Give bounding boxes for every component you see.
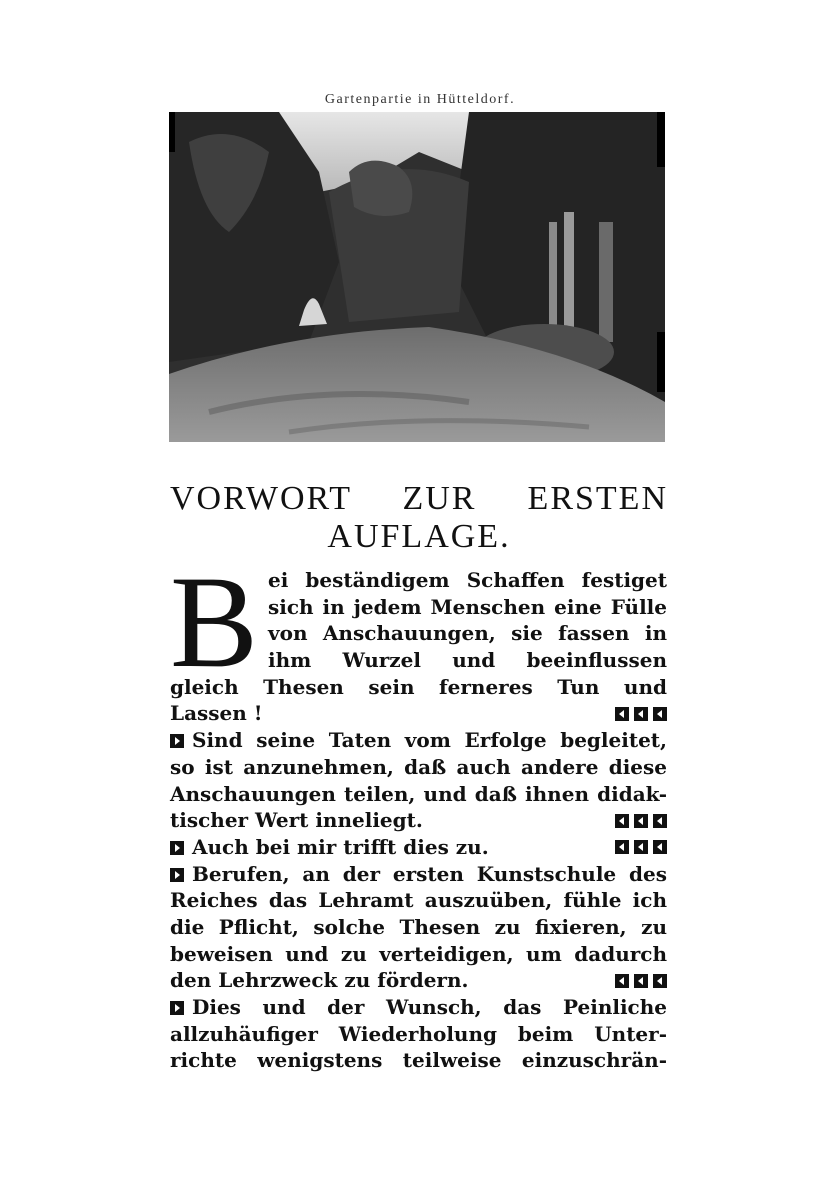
- paragraph-line-text: Auch bei mir trifft dies zu.: [192, 834, 489, 859]
- paragraph-line: die Pflicht, solche Thesen zu fixieren, zu: [170, 914, 667, 939]
- paragraph-last-line: [170, 807, 667, 834]
- paragraph-line-text: Berufen, an der ersten Kunstschule des: [192, 861, 667, 886]
- paragraph-end-icon: [615, 814, 667, 828]
- garden-photo: [169, 112, 665, 442]
- heading-line-1: VORWORT ZUR ERSTEN: [170, 480, 668, 517]
- paragraph-start-icon: [170, 1001, 184, 1015]
- paragraph-line-text: den Lehrzweck zu fördern.: [170, 968, 469, 993]
- paragraph-line: Reiches das Lehramt auszuüben, fühle ich: [170, 888, 667, 913]
- heading-line-2: AUFLAGE.: [327, 518, 511, 555]
- paragraph-line-text: Dies und der Wunsch, das Peinliche: [192, 995, 667, 1019]
- paragraph-first-line: [170, 994, 667, 1021]
- paragraph-start-icon: [170, 841, 184, 855]
- paragraph-single-line: [170, 834, 667, 861]
- paragraph-end-icon: [615, 707, 667, 721]
- paragraph-line-text: Lassen !: [170, 701, 263, 726]
- paragraph-first-line: [170, 861, 667, 888]
- paragraph-start-icon: [170, 868, 184, 882]
- paragraph-end-icon: [615, 974, 667, 988]
- paragraph-line-text: Sind seine Taten vom Erfolge begleitet,: [192, 728, 667, 753]
- paragraph-line: so ist anzunehmen, daß auch andere diese: [170, 754, 667, 779]
- paragraph-line: ihm Wurzel und beeinflussen: [268, 648, 667, 673]
- paragraph-line: richte wenigstens teilweise einzuschrän-: [170, 1048, 667, 1073]
- paragraph-first-line: [170, 727, 667, 754]
- paragraph-line: sich in jedem Menschen eine Fülle: [268, 594, 667, 619]
- paragraph-last-line: [170, 967, 667, 994]
- paragraph-line: beweisen und zu verteidigen, um dadurch: [170, 941, 667, 966]
- paragraph-end-icon: [615, 840, 667, 854]
- paragraph-line-text: tischer Wert inneliegt.: [170, 808, 423, 833]
- paragraph-line: ei beständigem Schaffen festiget: [268, 568, 667, 592]
- paragraph-line: von Anschauungen, sie fassen in: [268, 621, 667, 646]
- paragraph-line: Anschauungen teilen, und daß ihnen didak-: [170, 781, 667, 806]
- body-text: [170, 548, 667, 1074]
- paragraph-line: allzuhäufiger Wiederholung beim Unter-: [170, 1021, 667, 1046]
- garden-photo-icon: [169, 112, 665, 442]
- drop-cap: B: [170, 548, 259, 695]
- chapter-heading: [170, 480, 668, 556]
- figure-caption: Gartenpartie in Hütteldorf.: [324, 92, 516, 107]
- paragraph-last-line: [170, 700, 667, 727]
- paragraph-line: gleich Thesen sein ferneres Tun und: [170, 674, 667, 699]
- paragraph-start-icon: [170, 734, 184, 748]
